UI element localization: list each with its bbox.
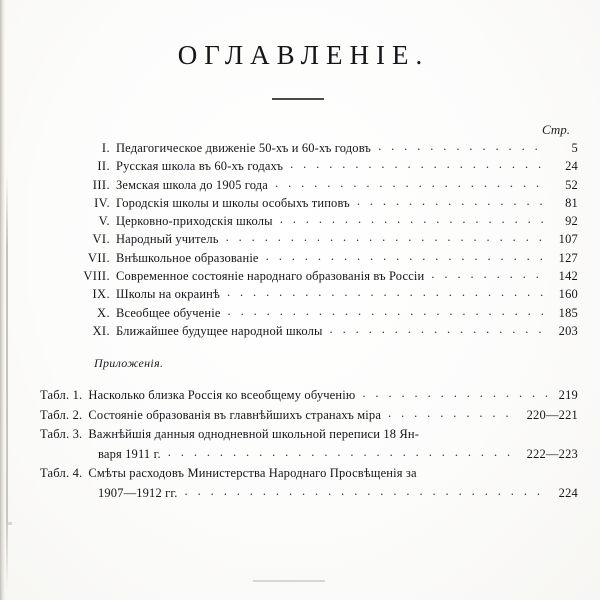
toc-page-number: 203 [558,323,578,338]
chapter-list [0,139,600,340]
appendix-table-title-continuation: варя 1911 г. [98,446,161,461]
toc-chapter-number: III. [92,177,110,192]
dot-leader [431,269,547,279]
toc-chapter-title: Русская школа въ 60-хъ годахъ [116,159,284,174]
toc-row[interactable] [0,249,600,267]
appendix-table-title: Состояніе образованія въ главнѣйшихъ странахъ міра [88,407,382,422]
appendix-page-number: 219 [558,388,578,402]
dot-leader [266,251,547,261]
dot-leader [357,196,547,206]
toc-page-number: 160 [558,287,578,302]
toc-page-number: 127 [558,250,578,265]
toc-page-number: 52 [565,177,578,192]
toc-row[interactable] [0,230,600,248]
toc-page-number: 92 [565,214,578,229]
page-title: ОГЛАВЛЕНІЕ. [177,40,430,70]
dot-leader [388,408,511,418]
appendix-heading: Приложенія. [94,356,164,370]
toc-page-number: 5 [571,141,578,155]
dot-leader [226,232,547,242]
toc-row[interactable] [0,212,600,230]
dot-leader [185,486,547,496]
toc-chapter-number: VIII. [83,269,110,284]
dot-leader [227,287,547,297]
appendix-table-title: Смѣты расходовъ Министерства Народнаго Просвѣщенія за [88,466,417,480]
appendix-row-continuation[interactable] [0,445,600,465]
appendix-table-label: Табл. 1. [40,388,83,402]
toc-row[interactable] [0,322,600,340]
toc-chapter-title: Городскія школы и школы особыхъ типовъ [116,195,350,210]
scan-artifact-mark [253,580,325,582]
toc-chapter-title: Церковно-приходскія школы [116,214,273,229]
appendix-row[interactable] [0,464,600,484]
appendix-row[interactable] [0,406,600,426]
toc-chapter-number: XI. [92,323,110,338]
toc-row[interactable] [0,194,600,212]
dot-leader [362,388,547,398]
appendix-table-label: Табл. 3. [40,427,83,441]
appendix-table-label: Табл. 4. [40,466,83,480]
appendix-row[interactable] [0,425,600,445]
toc-chapter-title: Внѣшкольное образованіе [116,250,259,265]
toc-chapter-title: Современное состояніе народнаго образованія въ Россіи [116,269,425,284]
toc-page-number: 107 [558,232,578,247]
dot-leader [228,306,547,316]
appendix-list [0,386,600,503]
title-divider-rule [272,98,324,100]
dot-leader [168,447,511,457]
dot-leader [378,141,547,151]
toc-chapter-title: Ближайшее будущее народной школы [116,323,323,338]
toc-chapter-number: II. [97,159,110,174]
toc-page-number: 24 [565,159,578,174]
appendix-page-number: 224 [558,485,578,500]
dot-leader [330,324,547,334]
toc-row[interactable] [0,176,600,194]
scan-artifact-speck [8,522,12,525]
toc-page-number: 81 [565,195,578,210]
dot-leader [280,214,547,224]
toc-row[interactable] [0,139,600,157]
appendix-page-number: 222—223 [526,446,578,461]
toc-chapter-number: IV. [94,195,110,210]
appendix-table-title: Насколько близка Россія ко всеобщему обученію [88,388,356,402]
appendix-table-title: Важнѣйшія данныя однодневной школьной переписи 18 Ян- [88,427,420,441]
appendix-table-label: Табл. 2. [40,407,83,422]
appendix-row-continuation[interactable] [0,484,600,504]
appendix-page-number: 220—221 [526,407,578,422]
toc-chapter-title: Народный учитель [116,232,219,247]
toc-row[interactable] [0,267,600,285]
toc-chapter-number: X. [97,305,110,320]
toc-page-number: 142 [558,269,578,284]
toc-chapter-number: VI. [92,232,110,247]
toc-row[interactable] [0,157,600,175]
toc-row[interactable] [0,285,600,303]
toc-chapter-number: VII. [87,250,110,265]
page-number-column-header: Стр. [542,122,570,137]
dot-leader [290,159,547,169]
appendix-table-title-continuation: 1907—1912 гг. [98,485,178,500]
toc-chapter-number: V. [98,214,110,229]
toc-chapter-number: I. [101,141,110,155]
appendix-row[interactable] [0,386,600,406]
toc-chapter-number: IX. [92,287,110,302]
toc-chapter-title: Педагогическое движеніе 50-хъ и 60-хъ годовъ [116,141,372,155]
toc-chapter-title: Всеобщее обученіе [116,305,221,320]
dot-leader [275,178,547,188]
toc-chapter-title: Земская школа до 1905 года [116,177,269,192]
toc-page-number: 185 [558,305,578,320]
toc-chapter-title: Школы на окраинѣ [116,287,220,302]
toc-row[interactable] [0,304,600,322]
